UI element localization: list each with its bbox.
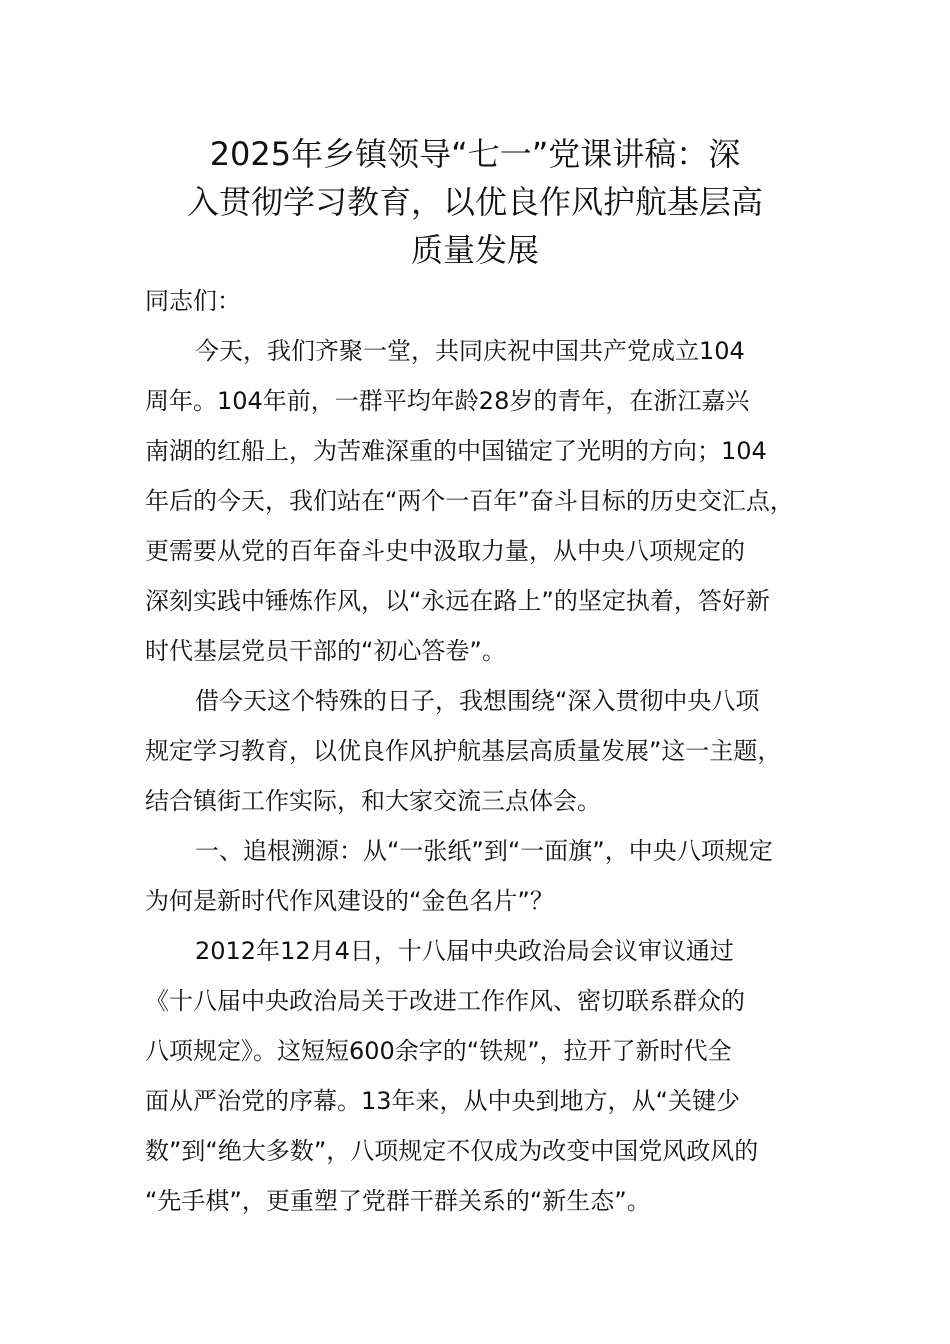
paragraph-line: 更需要从党的百年奋斗史中汲取力量，从中央八项规定的 [145, 537, 745, 565]
paragraph-line: 年后的今天，我们站在“两个一百年”奋斗目标的历史交汇点， [145, 487, 794, 515]
paragraph-intro [145, 326, 825, 676]
paragraph-line: 规定学习教育，以优良作风护航基层高质量发展”这一主题， [145, 737, 782, 765]
paragraph-line: 南湖的红船上，为苦难深重的中国锚定了光明的方向；104 [145, 437, 767, 465]
document-body [145, 276, 825, 1226]
paragraph-line: “先手棋”，更重塑了党群干群关系的“新生态”。 [145, 1187, 651, 1215]
paragraph-line: 《十八届中央政治局关于改进工作作风、密切联系群众的 [145, 987, 745, 1015]
paragraph-line: 面从严治党的序幕。13年来，从中央到地方，从“关键少 [145, 1087, 740, 1115]
paragraph-line: 结合镇街工作实际，和大家交流三点体会。 [145, 787, 601, 815]
paragraph-line: 八项规定》。这短短600余字的“铁规”，拉开了新时代全 [145, 1037, 732, 1065]
paragraph-line: 数”到“绝大多数”，八项规定不仅成为改变中国党风政风的 [145, 1137, 759, 1165]
title-line: 入贯彻学习教育，以优良作风护航基层高 [186, 183, 763, 221]
paragraph-line: 2012年12月4日，十八届中央政治局会议审议通过 [195, 937, 734, 965]
paragraph-line: 今天，我们齐聚一堂，共同庆祝中国共产党成立104 [195, 337, 745, 365]
paragraph-line: 深刻实践中锤炼作风，以“永远在路上”的坚定执着，答好新 [145, 587, 770, 615]
paragraph-line: 时代基层党员干部的“初心答卷”。 [145, 637, 506, 665]
title-line: 质量发展 [410, 231, 539, 269]
paragraph-line: 周年。104年前，一群平均年龄28岁的青年，在浙江嘉兴 [145, 387, 750, 415]
salutation: 同志们： [145, 287, 241, 315]
paragraph-theme [145, 676, 825, 826]
heading-line: 一、追根溯源：从“一张纸”到“一面旗”，中央八项规定 [195, 837, 773, 865]
paragraph-history [145, 926, 825, 1226]
heading-line: 为何是新时代作风建设的“金色名片”？ [145, 887, 554, 915]
section-heading-1 [145, 826, 825, 926]
document-title [145, 130, 805, 274]
title-line: 2025年乡镇领导“七一”党课讲稿：深 [209, 135, 741, 173]
paragraph-line: 借今天这个特殊的日子，我想围绕“深入贯彻中央八项 [195, 687, 760, 715]
